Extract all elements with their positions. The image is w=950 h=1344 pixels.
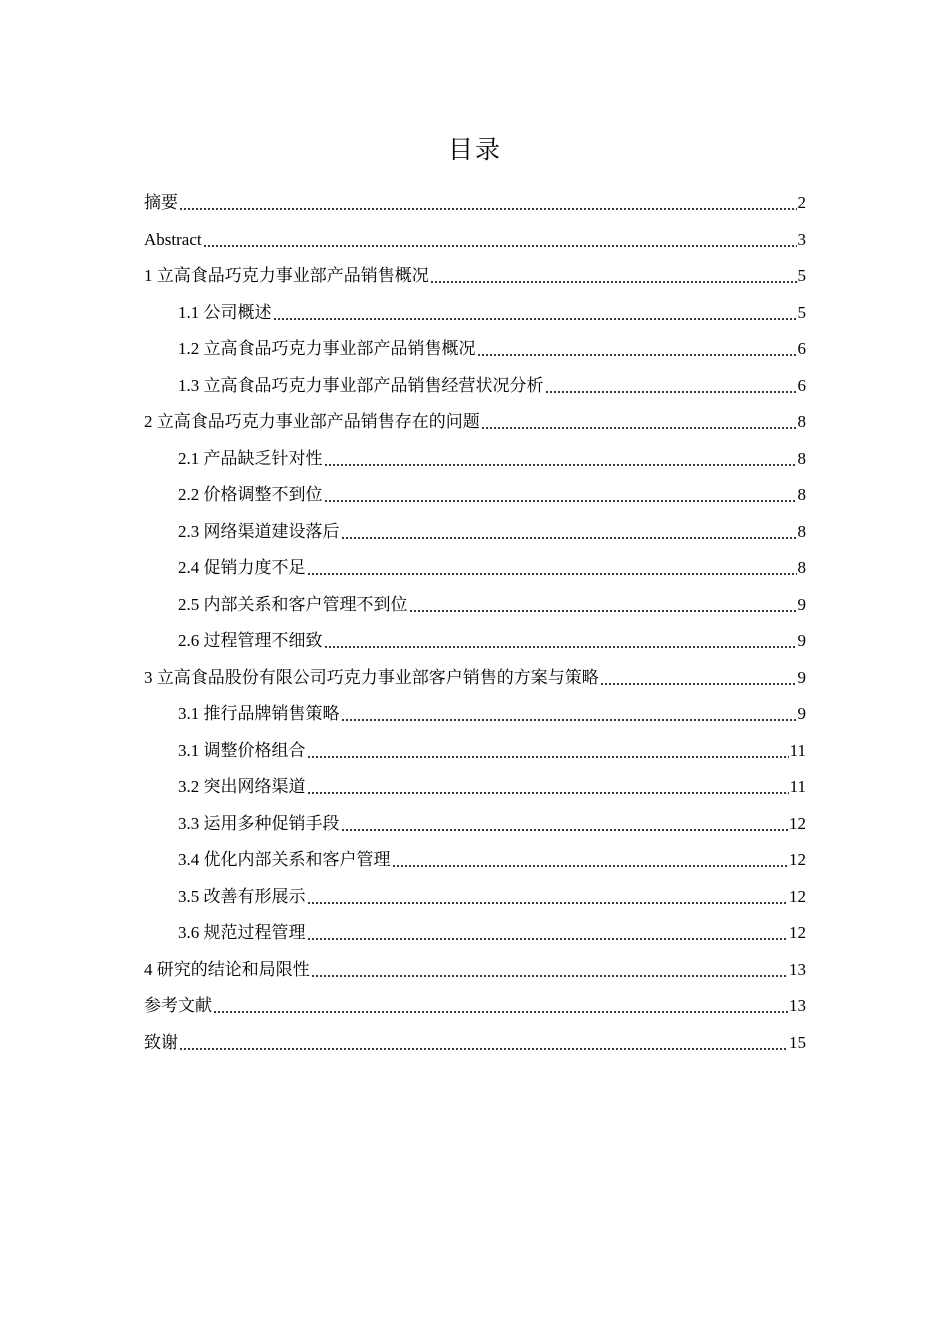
dot-leader <box>409 595 797 615</box>
dot-leader <box>307 741 789 761</box>
toc-entry-label: 1.1 公司概述 <box>178 302 272 322</box>
toc-entry[interactable] <box>144 185 806 222</box>
toc-entry-label: 2.3 网络渠道建设落后 <box>178 521 340 541</box>
toc-entry-label: 2 立高食品巧克力事业部产品销售存在的问题 <box>144 412 480 432</box>
toc-entry-label: 2.1 产品缺乏针对性 <box>178 448 323 468</box>
toc-entry-page-number: 5 <box>797 266 806 286</box>
toc-entry-label: 3.3 运用多种促销手段 <box>178 813 340 833</box>
dot-leader <box>477 339 797 359</box>
toc-entry[interactable] <box>144 988 806 1025</box>
toc-entry[interactable] <box>144 915 806 952</box>
toc-entry-page-number: 5 <box>797 302 806 322</box>
toc-entry-page-number: 9 <box>797 631 806 651</box>
toc-entry-page-number: 9 <box>797 594 806 614</box>
toc-entry[interactable] <box>144 404 806 441</box>
dot-leader <box>203 230 797 250</box>
toc-entry-page-number: 2 <box>797 193 806 213</box>
toc-entry-page-number: 9 <box>797 667 806 687</box>
dot-leader <box>324 485 797 505</box>
toc-entry-label: 3.5 改善有形展示 <box>178 886 306 906</box>
toc-entry-label: 1.2 立高食品巧克力事业部产品销售概况 <box>178 339 476 359</box>
toc-entry-label: 3.4 优化内部关系和客户管理 <box>178 850 391 870</box>
toc-entry-page-number: 12 <box>789 813 806 833</box>
toc-entry[interactable] <box>144 514 806 551</box>
toc-entry-page-number: 12 <box>789 850 806 870</box>
toc-entry[interactable] <box>144 952 806 989</box>
toc-entry-label: 3 立高食品股份有限公司巧克力事业部客户销售的方案与策略 <box>144 667 599 687</box>
toc-entry-label: Abstract <box>144 229 202 249</box>
dot-leader <box>324 631 797 651</box>
dot-leader <box>311 960 788 980</box>
toc-entry-page-number: 12 <box>789 923 806 943</box>
toc-entry[interactable] <box>144 295 806 332</box>
toc-entry-page-number: 13 <box>789 959 806 979</box>
dot-leader <box>307 923 789 943</box>
toc-entry-label: 2.2 价格调整不到位 <box>178 485 323 505</box>
toc-title: 目录 <box>447 135 502 164</box>
toc-entry-page-number: 8 <box>797 412 806 432</box>
toc-entry-page-number: 13 <box>789 996 806 1016</box>
toc-entry[interactable] <box>144 477 806 514</box>
toc-entry[interactable] <box>144 842 806 879</box>
toc-entry-label: 1 立高食品巧克力事业部产品销售概况 <box>144 266 429 286</box>
toc-entry-label: 摘要 <box>144 193 178 213</box>
toc-entry-label: 3.1 调整价格组合 <box>178 740 306 760</box>
toc-entry-label: 1.3 立高食品巧克力事业部产品销售经营状况分析 <box>178 375 544 395</box>
dot-leader <box>545 376 797 396</box>
toc-entry[interactable] <box>144 368 806 405</box>
dot-leader <box>341 814 789 834</box>
toc-entry[interactable] <box>144 696 806 733</box>
toc-entry[interactable] <box>144 806 806 843</box>
toc-entry-label: 参考文献 <box>144 996 212 1016</box>
toc-entry[interactable] <box>144 550 806 587</box>
dot-leader <box>481 412 797 432</box>
toc-entry[interactable] <box>144 441 806 478</box>
toc-entry[interactable] <box>144 660 806 697</box>
toc-entry[interactable] <box>144 1025 806 1062</box>
toc-entry[interactable] <box>144 879 806 916</box>
toc-entry-label: 2.4 促销力度不足 <box>178 558 306 578</box>
dot-leader <box>600 668 797 688</box>
toc-entry[interactable] <box>144 587 806 624</box>
toc-entry-label: 3.1 推行品牌销售策略 <box>178 704 340 724</box>
dot-leader <box>307 777 789 797</box>
toc-entry-label: 4 研究的结论和局限性 <box>144 959 310 979</box>
toc-entry-label: 3.6 规范过程管理 <box>178 923 306 943</box>
toc-entry-page-number: 6 <box>797 339 806 359</box>
dot-leader <box>273 303 797 323</box>
dot-leader <box>392 850 789 870</box>
toc-entry[interactable] <box>144 331 806 368</box>
toc-entry-page-number: 8 <box>797 558 806 578</box>
dot-leader <box>430 266 797 286</box>
toc-entry-page-number: 12 <box>789 886 806 906</box>
dot-leader <box>213 996 788 1016</box>
toc-entry-page-number: 8 <box>797 448 806 468</box>
toc-entry[interactable] <box>144 733 806 770</box>
dot-leader <box>341 704 797 724</box>
toc-entry[interactable] <box>144 258 806 295</box>
dot-leader <box>179 1033 788 1053</box>
toc-entry-page-number: 11 <box>789 740 806 760</box>
toc-entry[interactable] <box>144 623 806 660</box>
table-of-contents <box>144 185 806 1061</box>
dot-leader <box>179 193 797 213</box>
toc-entry-page-number: 3 <box>797 229 806 249</box>
dot-leader <box>341 522 797 542</box>
dot-leader <box>324 449 797 469</box>
toc-entry-page-number: 6 <box>797 375 806 395</box>
toc-entry-label: 2.5 内部关系和客户管理不到位 <box>178 594 408 614</box>
toc-entry-page-number: 8 <box>797 521 806 541</box>
toc-entry-label: 致谢 <box>144 1032 178 1052</box>
toc-entry-page-number: 8 <box>797 485 806 505</box>
toc-entry-label: 3.2 突出网络渠道 <box>178 777 306 797</box>
dot-leader <box>307 887 789 907</box>
toc-entry[interactable] <box>144 222 806 259</box>
toc-entry-page-number: 11 <box>789 777 806 797</box>
toc-entry[interactable] <box>144 769 806 806</box>
toc-entry-label: 2.6 过程管理不细致 <box>178 631 323 651</box>
toc-entry-page-number: 9 <box>797 704 806 724</box>
toc-entry-page-number: 15 <box>789 1032 806 1052</box>
dot-leader <box>307 558 797 578</box>
